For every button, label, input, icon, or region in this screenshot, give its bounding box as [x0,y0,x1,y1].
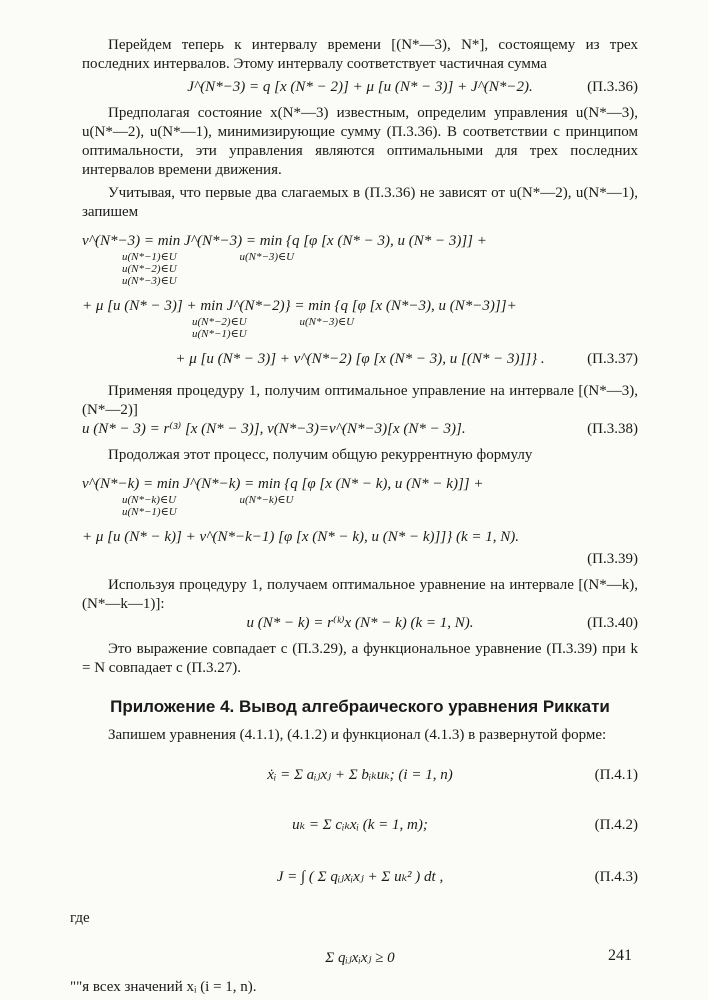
limit-item: u(N*−1)∈U [122,251,177,263]
limit-item: u(N*−2)∈U [122,263,177,275]
limit-item: u(N*−k)∈U [122,494,177,506]
inequality [82,938,638,978]
equation-p337-line3-text: + μ [u (N* − 3)] + v^(N*−2) [φ [x (N* − 3), u [(N* − 3)]]} . [175,351,545,367]
limit-item: u(N*−3)∈U [239,251,295,263]
min-limits-right [239,251,294,263]
equation-p338 [82,420,638,442]
equation-p41 [82,755,638,795]
equation-p337-line2-limits [192,316,638,340]
equation-number-p336: (П.3.36) [587,79,638,95]
equation-number-p41: (П.4.1) [594,767,638,783]
paragraph-3: Учитывая, что первые два слагаемых в (П.3.36) не зависят от u(N*—2), u(N*—1), запишем [82,185,638,220]
equation-p43 [82,855,638,899]
paragraph-5: Продолжая этот процесс, получим общую рекуррентную формулу [108,447,533,463]
equation-p340 [82,614,638,636]
paragraph-8: Запишем уравнения (4.1.1), (4.1.2) и функционал (4.1.3) в развернутой форме: [108,727,607,743]
limit-item: u(N*−3)∈U [122,275,177,287]
equation-number-p339: (П.3.39) [587,551,638,567]
equation-number-p340: (П.3.40) [587,615,638,631]
inequality-text: Σ qᵢⱼxᵢxⱼ ≥ 0 [325,950,395,966]
min-limits-right [299,316,354,328]
word-gde: где [70,910,90,926]
min-limits-left [122,251,177,287]
equation-p337-line3 [82,350,638,372]
equation-p339-line2 [82,528,638,550]
paragraph-1: Перейдем теперь к интервалу времени [(N*—3), N*], состоящему из трех последних интервалов. Этому интервалу соответствует частичная сумма [82,37,638,72]
equation-p41-text: ẋᵢ = Σ aᵢⱼxⱼ + Σ bᵢₖuₖ; (i = 1, n) [267,767,453,783]
equation-p339-line1-text: v^(N*−k) = min J^(N*−k) = min {q [φ [x (N* − k), u (N* − k)]] + [82,476,484,492]
equation-p337-line1 [82,232,638,287]
page-body [70,36,638,997]
paragraph-4: Применяя процедуру 1, получим оптимальное управление на интервале [(N*—3), (N*—2)] [82,383,638,418]
equation-number-p43: (П.4.3) [594,869,638,885]
equation-p336 [82,78,638,100]
limit-item: u(N*−k)∈U [239,494,294,506]
paragraph-7: Это выражение совпадает с (П.3.29), а функциональное уравнение (П.3.39) при k = N совпадает с (П.3.27). [82,641,638,676]
equation-number-p337: (П.3.37) [587,351,638,367]
min-limits-left [122,494,177,518]
min-limits-right [239,494,293,506]
equation-p42 [82,805,638,845]
equation-p337-line2-text: + μ [u (N* − 3)] + min J^(N*−2)} = min {q [φ [x (N*−3), u (N*−3)]]+ [82,298,517,314]
page-number: 241 [608,947,632,964]
limit-item: u(N*−2)∈U [192,316,247,328]
limit-item: u(N*−1)∈U [122,506,177,518]
equation-p338-text: u (N* − 3) = r⁽³⁾ [x (N* − 3)], v(N*−3)=v^(N*−3)[x (N* − 3)]. [82,421,466,437]
equation-p339-line2-text: + μ [u (N* − k)] + v^(N*−k−1) [φ [x (N* − k), u (N* − k)]]} (k = 1, N). [82,529,519,545]
last-line: ""я всех значений xᵢ (i = 1, n). [70,979,257,995]
equation-number-p338: (П.3.38) [587,421,638,437]
equation-p337-line1-limits [122,251,638,287]
equation-p339-number-row [82,550,638,572]
equation-p43-text: J = ∫ ( Σ qᵢⱼxᵢxⱼ + Σ uₖ² ) dt , [276,869,444,885]
paragraph-6: Используя процедуру 1, получаем оптимальное уравнение на интервале [(N*—k), (N*—k—1)]: [82,577,638,612]
equation-p337-line1-text: v^(N*−3) = min J^(N*−3) = min {q [φ [x (N* − 3), u (N* − 3)]] + [82,233,487,249]
equation-p337-line2 [82,297,638,340]
limit-item: u(N*−3)∈U [299,316,355,328]
equation-p336-text: J^(N*−3) = q [x (N* − 2)] + μ [u (N* − 3)] + J^(N*−2). [187,79,533,95]
equation-p42-text: uₖ = Σ cᵢₖxᵢ (k = 1, m); [292,817,428,833]
equation-p339-line1-limits [122,494,638,518]
min-limits-left [192,316,247,340]
paragraph-2: Предполагая состояние x(N*—3) известным, определим управления u(N*—3), u(N*—2), u(N*—1), минимизирующие сумму (П.3.36). В соответствии с принципом оптимальности, эти управления являются оптимальными для трех последних интервалов времени движения. [82,105,638,178]
appendix-heading: Приложение 4. Вывод алгебраического уравнения Риккати [110,697,610,716]
equation-p340-text: u (N* − k) = r⁽ᵏ⁾x (N* − k) (k = 1, N). [246,615,474,631]
limit-item: u(N*−1)∈U [192,328,247,340]
equation-number-p42: (П.4.2) [594,817,638,833]
equation-p339-line1 [82,475,638,518]
